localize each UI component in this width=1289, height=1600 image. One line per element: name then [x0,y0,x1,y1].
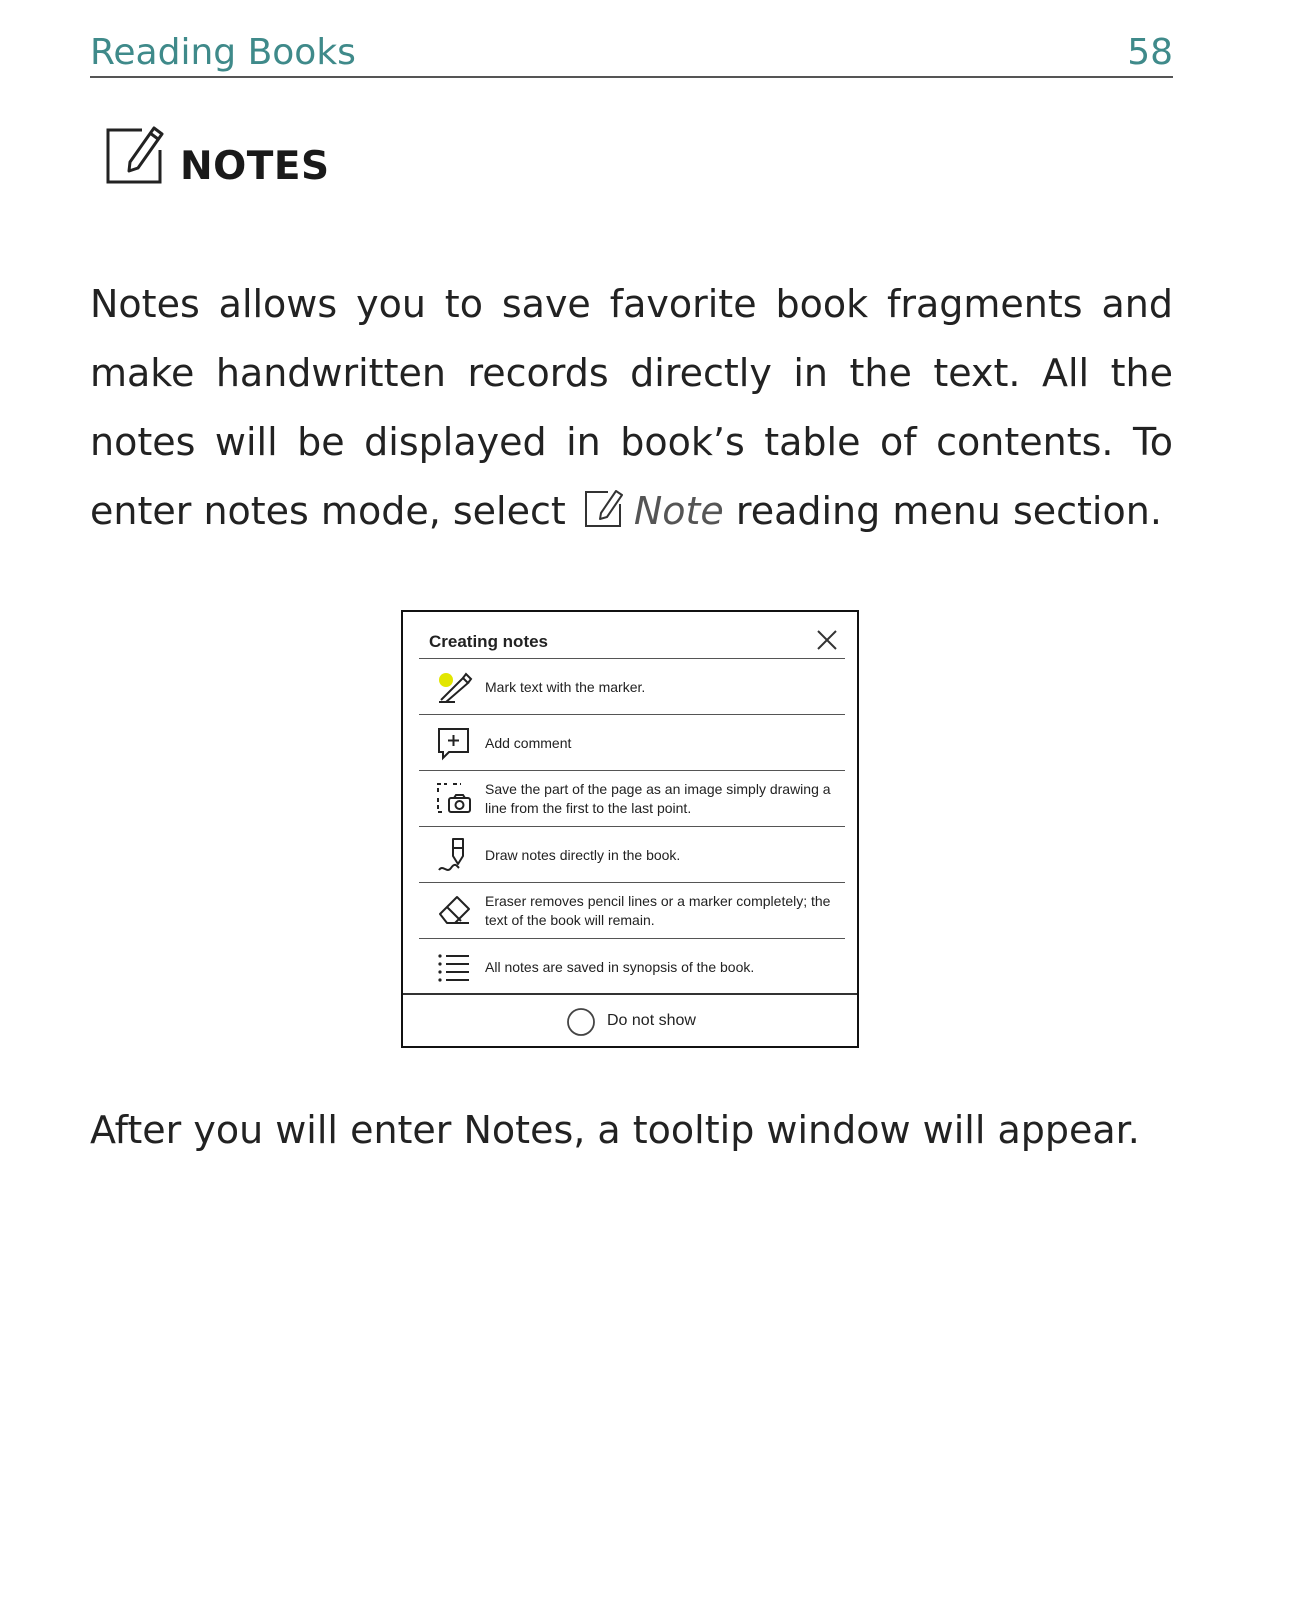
pencil-draw-icon [435,836,473,874]
page-header [90,30,1173,78]
dialog-row-synopsis [419,938,845,995]
dialog-row-screenshot [419,770,845,827]
dialog-row-text: Add comment [485,734,572,751]
note-edit-icon [584,488,624,528]
dialog-row-eraser [419,882,845,939]
close-icon[interactable] [815,628,839,652]
dialog-title: Creating notes [429,632,549,651]
dialog-row-text: All notes are saved in synopsis of the book. [485,958,755,975]
marker-icon [435,668,473,706]
dialog-row-comment [419,714,845,771]
dialog-footer [403,993,857,1048]
section-title: Reading Books [90,32,356,73]
screenshot-camera-icon [435,780,473,818]
page-number: 58 [1127,32,1173,73]
heading-title: NOTES [180,144,330,189]
note-edit-icon [104,124,166,186]
do-not-show-radio[interactable] [566,1007,596,1037]
do-not-show-label[interactable]: Do not show [607,1012,696,1029]
eraser-icon [435,892,473,930]
dialog-row-text: Save the part of the page as an image simply drawing a line from the first to the last point. [485,781,831,816]
intro-text-after: reading menu section. [735,489,1162,533]
caption-text: After you will enter Notes, a tooltip window will appear. [90,1108,1140,1152]
dialog-row-text: Draw notes directly in the book. [485,846,681,863]
list-icon [435,948,473,986]
note-menu-item: Note [633,489,724,533]
add-comment-icon [435,724,473,762]
dialog-row-draw [419,826,845,883]
intro-paragraph [90,270,1173,546]
intro-text-before: Notes allows you to save favorite book fragments and make handwritten records directly in the text. All the notes will be displayed in book’s table of contents. To enter notes mode, select [90,282,1173,533]
dialog-row-marker [419,658,845,715]
creating-notes-dialog [401,610,859,1048]
dialog-row-text: Mark text with the marker. [485,678,646,695]
dialog-row-text: Eraser removes pencil lines or a marker completely; the text of the book will remain. [485,893,831,928]
